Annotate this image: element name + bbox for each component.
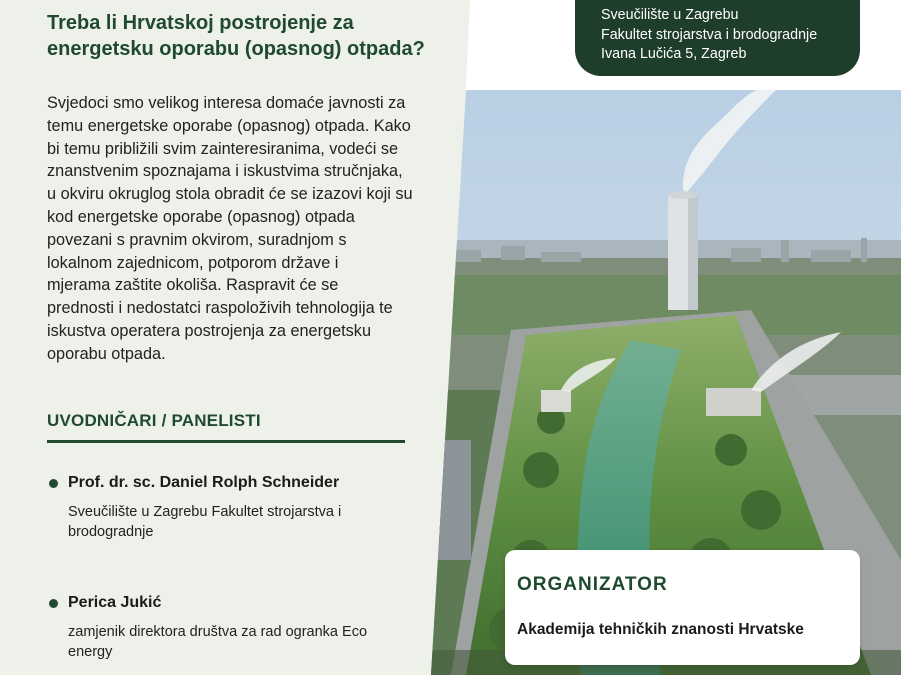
panelist-affiliation [68,622,398,662]
description-line: Svjedoci smo velikog interesa domaće javnosti za [47,94,406,112]
section-divider [47,440,405,443]
event-description [47,92,447,366]
organizer-heading: ORGANIZATOR [517,574,668,595]
description-line: mjerama zaštite okoliša. Raspravit će se [47,276,339,295]
description-line: znanstvenim spoznajama i iskustvima stručnjaka, [47,162,403,181]
organizer-name: Akademija tehničkih znanosti Hrvatske [517,621,804,638]
panelists-heading: UVODNIČARI / PANELISTI [47,411,261,430]
venue-line: Fakultet strojarstva i brodogradnje [601,26,818,43]
description-line: lokalnom zajednicom, potporom države i [47,253,339,272]
panelist-name: Prof. dr. sc. Daniel Rolph Schneider [68,474,340,491]
description-line: u okviru okruglog stola obradit će se izazovi koji su [47,185,413,204]
venue-line: Ivana Lučića 5, Zagreb [601,46,747,62]
description-line: oporabu otpada. [47,344,166,363]
affiliation-line: Sveučilište u Zagrebu Fakultet strojarstva i [68,504,342,520]
panelist-affiliation [68,502,398,542]
event-title: Treba li Hrvatskoj postrojenje za energetsku oporabu (opasnog) otpada? [47,12,425,60]
venue-line: Sveučilište u Zagrebu [601,7,739,23]
bullet-icon [49,599,58,608]
description-line: temu energetske oporabe (opasnog) otpada. Kako [47,116,411,135]
description-line: povezani s pravnim okvirom, suradnjom s [47,230,347,249]
affiliation-line: brodogradnje [68,524,154,540]
description-line: iskustva operatera postrojenja za energetsku [47,321,372,340]
venue-box [575,0,860,76]
affiliation-line: zamjenik direktora društva za rad ogranka Eco [68,624,368,640]
description-line: kod energetske oporabe (opasnog) otpada [47,207,355,226]
bullet-icon [49,479,58,488]
description-line: bi temu približili svim zainteresiranima, vodeći se [47,139,399,158]
panelist-name: Perica Jukić [68,594,162,611]
organizer-card [505,550,860,665]
description-line: prednosti i nedostatci raspoloživih tehnologija te [47,299,393,318]
affiliation-line: energy [68,644,113,660]
